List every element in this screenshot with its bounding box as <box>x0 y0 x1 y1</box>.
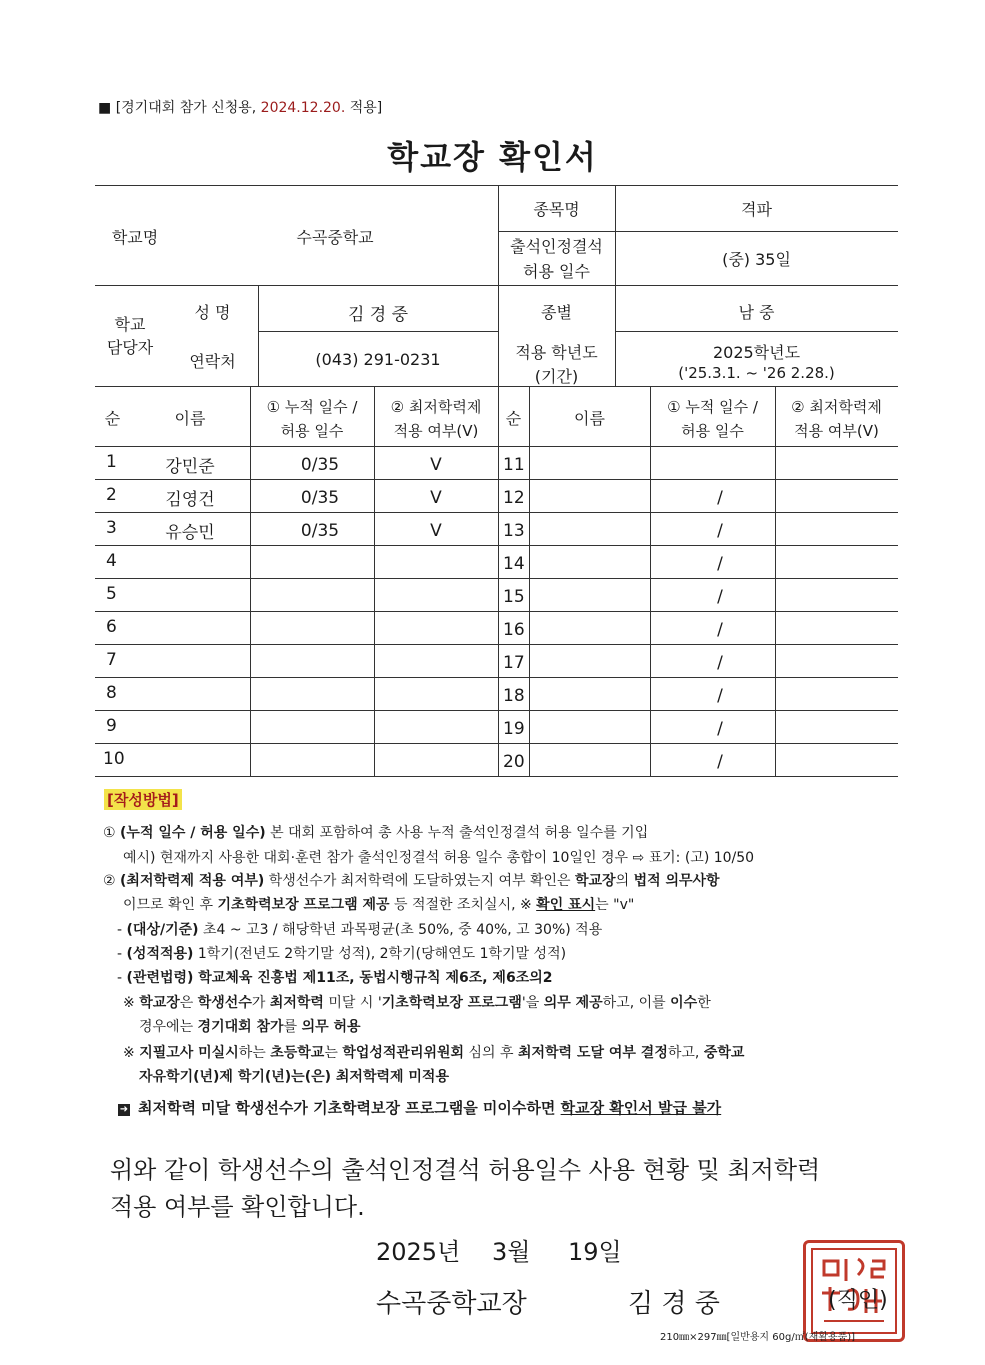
issuance-notice: ➜ 최저학력 미달 학생선수가 기초학력보장 프로그램을 미이수하면 학교장 확인서 발급 불가 <box>119 1099 722 1117</box>
row-name: 유승민 <box>165 523 215 543</box>
staff-contact-label: 연락처 <box>189 352 236 371</box>
col-header-days-right-1: ① 누적 일수 / <box>667 398 758 416</box>
col-header-no-left: 순 <box>104 409 121 428</box>
row-days: 0/35 <box>300 455 340 475</box>
absence-label-line2: 허용 일수 <box>523 262 590 281</box>
year-value-line2: ('25.3.1. ~ '26 2.28.) <box>678 364 835 382</box>
arrow-box-icon: ➜ <box>119 1104 129 1115</box>
instruction-line-2: 예시) 현재까지 사용한 대회·훈련 참가 출석인정결석 허용 일수 총합이 10일인 경우 ⇨ 표기: (고) 10/50 <box>123 850 755 866</box>
staff-contact-value: (043) 291-0231 <box>315 350 441 369</box>
row-check: V <box>430 521 442 541</box>
note-suffix: 적용] <box>345 100 383 116</box>
page-title: 학교장 확인서 <box>387 138 598 176</box>
row-no: 9 <box>106 716 117 736</box>
row-days: 0/35 <box>300 521 340 541</box>
col-header-days-right-2: 허용 일수 <box>681 422 744 440</box>
instruction-line-1: ① (누적 일수 / 허용 일수) 본 대회 포함하여 총 사용 누적 출석인정결석 허용 일수를 기입 <box>103 825 649 841</box>
instruction-line-8: ※ 학교장은 학생선수가 최저학력 미달 시 '기초학력보장 프로그램'을 의무 제공하고, 이를 이수한 <box>123 995 711 1011</box>
col-header-min-left-1: ② 최저학력제 <box>390 398 482 416</box>
gender-value: 남 중 <box>738 303 775 322</box>
instructions-title: [작성방법] <box>104 789 182 810</box>
principal-title: 수곡중학교장 <box>376 1289 527 1319</box>
instruction-line-10: ※ 지필고사 미실시하는 초등학교는 학업성적관리위원회 심의 후 최저학력 도달 여부 결정하고, 중학교 <box>123 1045 745 1061</box>
row-no: 19 <box>503 719 525 739</box>
form-note <box>98 97 382 117</box>
col-header-min-left-2: 적용 여부(V) <box>393 422 479 440</box>
row-no: 18 <box>503 686 525 706</box>
row-no: 7 <box>106 650 117 670</box>
row-days: / <box>717 752 723 772</box>
note-prefix: [경기대회 참가 신청용, <box>115 100 261 116</box>
row-name: 김영건 <box>165 490 215 510</box>
row-days: 0/35 <box>300 488 340 508</box>
instruction-line-4: 이므로 확인 후 기초학력보장 프로그램 제공 등 적절한 조치실시, ※ 확인 표시는 "v" <box>123 897 635 913</box>
principal-name: 김 경 중 <box>628 1289 720 1319</box>
instruction-line-7: - (관련법령) 학교체육 진흥법 제11조, 동법시행규칙 제6조, 제6조의2 <box>117 970 553 986</box>
year-label-line1: 적용 학년도 <box>515 343 598 362</box>
seal-label: (직인) <box>828 1288 888 1313</box>
row-days: / <box>717 554 723 574</box>
staff-name-value: 김 경 중 <box>347 305 409 325</box>
date-year: 2025년 <box>376 1238 461 1266</box>
instruction-line-11: 자유학기(년)제 학기(년)는(은) 최저학력제 미적용 <box>139 1069 449 1085</box>
row-days: / <box>717 719 723 739</box>
row-no: 12 <box>503 488 525 508</box>
col-header-name-left: 이름 <box>174 409 206 428</box>
instruction-line-5: - (대상/기준) 초4 ~ 고3 / 해당학년 과목평균(초 50%, 중 40%, 고 30%) 적용 <box>117 922 603 938</box>
row-days: / <box>717 488 723 508</box>
instruction-line-3: ② (최저학력제 적용 여부) 학생선수가 최저학력에 도달하였는지 여부 확인은 학교장의 법적 의무사항 <box>103 873 720 889</box>
row-no: 1 <box>106 452 117 472</box>
row-days: / <box>717 587 723 607</box>
row-no: 5 <box>106 584 117 604</box>
row-no: 10 <box>103 749 125 769</box>
row-no: 3 <box>106 518 117 538</box>
col-header-min-right-1: ② 최저학력제 <box>791 398 882 416</box>
row-check: V <box>430 455 442 475</box>
sport-label: 종목명 <box>533 200 580 219</box>
row-days: / <box>717 620 723 640</box>
col-header-min-right-2: 적용 여부(V) <box>794 422 879 440</box>
row-no: 2 <box>106 485 117 505</box>
absence-label-line1: 출석인정결석 <box>510 237 603 256</box>
paper-spec-footer: 210㎜×297㎜[일반용지 60g/㎡(재활용품)] <box>660 1332 856 1343</box>
row-days: / <box>717 653 723 673</box>
note-date: 2024.12.20. <box>260 100 346 116</box>
staff-label-line1: 학교 <box>114 315 146 334</box>
row-no: 17 <box>503 653 525 673</box>
confirmation-line-2: 적용 여부를 확인합니다. <box>110 1193 365 1221</box>
row-no: 4 <box>106 551 117 571</box>
instruction-line-6: - (성적적용) 1학기(전년도 2학기말 성적), 2학기(당해연도 1학기말 성적) <box>117 946 567 962</box>
square-bullet-icon: ■ <box>98 100 112 116</box>
row-no: 16 <box>503 620 525 640</box>
date-month: 3월 <box>492 1238 531 1266</box>
year-value-line1: 2025학년도 <box>712 343 801 362</box>
row-no: 13 <box>503 521 525 541</box>
row-days: / <box>717 686 723 706</box>
col-header-days-left-1: ① 누적 일수 / <box>266 398 358 416</box>
col-header-days-left-2: 허용 일수 <box>280 422 344 440</box>
school-name-label: 학교명 <box>111 228 159 247</box>
year-label-line2: (기간) <box>534 367 579 386</box>
staff-label-line2: 담당자 <box>106 338 154 357</box>
row-name: 강민준 <box>165 457 215 477</box>
date-day: 19일 <box>568 1238 622 1266</box>
gender-label: 종별 <box>541 303 572 322</box>
row-no: 14 <box>503 554 525 574</box>
row-days: / <box>717 521 723 541</box>
col-header-name-right: 이름 <box>574 409 605 428</box>
staff-name-label: 성 명 <box>194 303 231 322</box>
col-header-no-right: 순 <box>505 409 522 428</box>
row-check: V <box>430 488 442 508</box>
absence-days-value: (중) 35일 <box>722 250 791 269</box>
confirmation-line-1: 위와 같이 학생선수의 출석인정결석 허용일수 사용 현황 및 최저학력 <box>110 1156 821 1184</box>
row-no: 8 <box>106 683 117 703</box>
sport-value: 격파 <box>741 200 772 219</box>
row-no: 15 <box>503 587 525 607</box>
school-name-value: 수곡중학교 <box>296 228 374 247</box>
row-no: 20 <box>503 752 525 772</box>
row-no: 6 <box>106 617 117 637</box>
instruction-line-9: 경우에는 경기대회 참가를 의무 허용 <box>139 1019 361 1035</box>
row-no: 11 <box>503 455 525 475</box>
